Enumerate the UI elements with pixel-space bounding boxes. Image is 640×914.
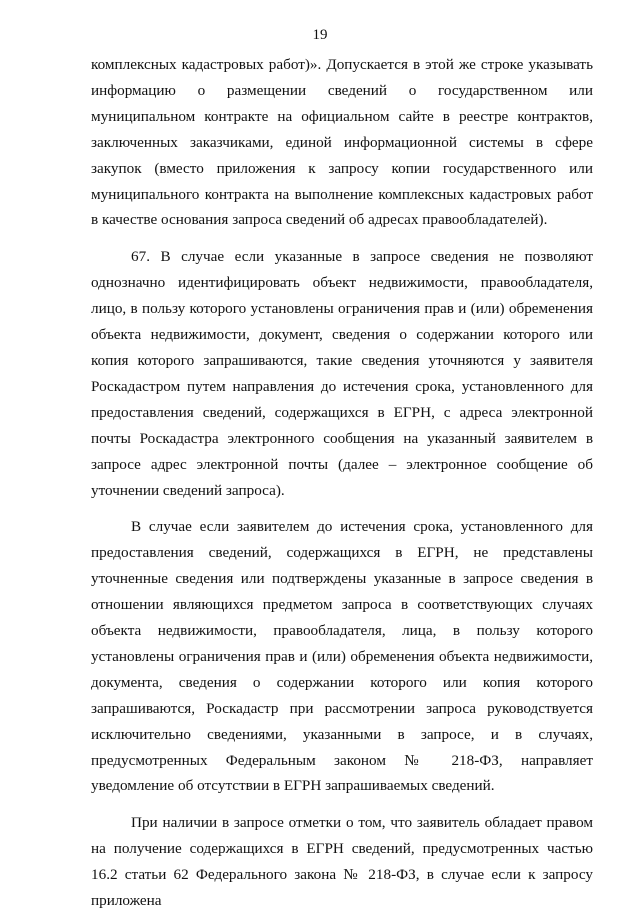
page-number: 19 — [312, 27, 328, 43]
paragraph-right-mark: При наличии в запросе отметки о том, что заявитель обладает правом на получение содержащихся в ЕГРН сведений, предусмотренных частью 16.2 статьи 62 Федерального закона № 218-ФЗ, в случае если к запросу приложена — [91, 814, 593, 910]
paragraph-continuation: комплексных кадастровых работ)». Допускается в этой же строке указывать информацию о размещении сведений о государственном или муниципальном контракте на официальном сайте в реестре контрактов, заключенных заказчиками, единой информационной системы в сфере закупок (вместо приложения к запросу копии государственного или муниципального контракта на выполнение комплексных кадастровых работ в качестве основания запроса сведений об адресах правообладателей). — [91, 56, 593, 229]
paragraph-no-clarification: В случае если заявителем до истечения срока, установленного для предоставления сведений, содержащихся в ЕГРН, не представлены уточненные сведения или подтверждены указанные в запросе сведения в отношении являющихся предметом запроса в соответствующих случаях объекта недвижимости, правообладателя, лица, в пользу которого установлены ограничения прав и (или) обременения объекта недвижимости, документа, сведения о содержании которого или копия которого запрашиваются, Роскадастр при рассмотрении запроса руководствуется исключительно сведениями, указанными в запросе, и в случаях, предусмотренных Федеральным законом № 218-ФЗ, направляет уведомление об отсутствии в ЕГРН запрашиваемых сведений. — [91, 518, 593, 795]
paragraph-item-67: 67. В случае если указанные в запросе сведения не позволяют однозначно идентифицировать объект недвижимости, правообладателя, лицо, в пользу которого установлены ограничения прав и (или) обременения объекта недвижимости, документ, сведения о содержании которого или копия которого запрашиваются, такие сведения уточняются у заявителя Роскадастром путем направления до истечения срока, установленного для предоставления сведений, содержащихся в ЕГРН, с адреса электронной почты Роскадастра электронного сообщения на указанный заявителем в запросе адрес электронной почты (далее – электронное сообщение об уточнении сведений запроса). — [91, 248, 593, 499]
document-body — [91, 52, 593, 914]
